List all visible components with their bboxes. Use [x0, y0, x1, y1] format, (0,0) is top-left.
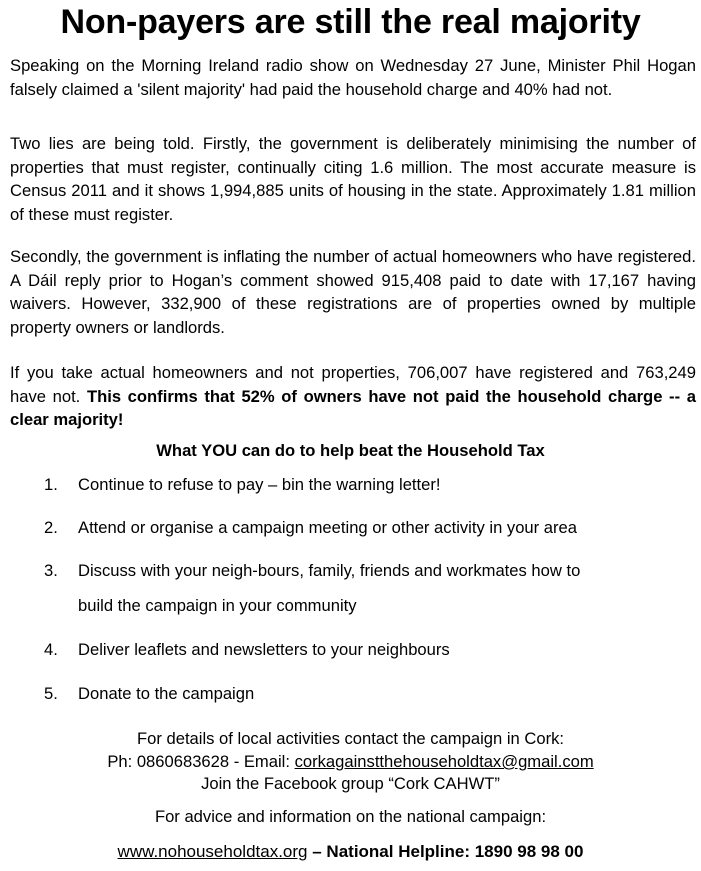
paragraph-second-lie: Secondly, the government is inflating the number of actual homeowners who have registered. A Dáil reply prior to Hogan’s comment showed 915,408 paid to date with 17,167 having waivers. However, 332,900 of these registrations are of properties owned by multiple property owners or landlords.: [10, 247, 696, 337]
conclusion-text: If you take actual homeowners and not properties, 706,007 have registered and 763,249 have not.: [10, 363, 696, 406]
national-contact: [0, 840, 701, 863]
list-text: build the campaign in your community: [78, 596, 357, 615]
list-number: 5.: [44, 684, 58, 703]
list-number: 4.: [44, 640, 58, 659]
list-text: Deliver leaflets and newsletters to your neighbours: [78, 640, 450, 659]
contact-phone-email: [0, 750, 701, 773]
list-number: 2.: [44, 518, 58, 537]
facebook-group: Join the Facebook group “Cork CAHWT”: [201, 774, 500, 793]
conclusion-bold-text: This confirms that 52% of owners have not paid the household charge -- a clear majority!: [10, 386, 696, 429]
paragraph-conclusion: [10, 361, 696, 432]
list-text: Attend or organise a campaign meeting or other activity in your area: [78, 518, 578, 537]
paragraph-hogan-claim: Speaking on the Morning Ireland radio show on Wednesday 27 June, Minister Phil Hogan falsely claimed a 'silent majority' had paid the household charge and 40% had not.: [10, 56, 696, 99]
paragraph-first-lie: Two lies are being told. Firstly, the government is deliberately minimising the number of properties that must register, continually citing 1.6 million. The most accurate measure is Census 2011 and it shows 1,994,885 units of housing in the state. Approximately 1.81 million of these must register.: [10, 134, 696, 224]
contact-intro: For details of local activities contact the campaign in Cork:: [136, 729, 565, 748]
list-text: Donate to the campaign: [78, 684, 255, 703]
contact-phone: Ph: 0860683628 - Email:: [107, 752, 295, 771]
website-link[interactable]: www.nohouseholdtax.org: [117, 842, 308, 861]
action-heading: What YOU can do to help beat the Household Tax: [156, 441, 545, 460]
national-helpline: – National Helpline: 1890 98 98 00: [312, 842, 584, 861]
national-campaign-intro: For advice and information on the national campaign:: [154, 807, 547, 826]
list-text: Continue to refuse to pay – bin the warning letter!: [78, 475, 441, 494]
list-number: 1.: [44, 475, 58, 494]
list-text: Discuss with your neigh-bours, family, friends and workmates how to: [78, 561, 581, 580]
page-title: Non-payers are still the real majority: [60, 3, 641, 41]
email-link[interactable]: corkagainstthehouseholdtax@gmail.com: [294, 752, 594, 771]
list-number: 3.: [44, 561, 58, 580]
